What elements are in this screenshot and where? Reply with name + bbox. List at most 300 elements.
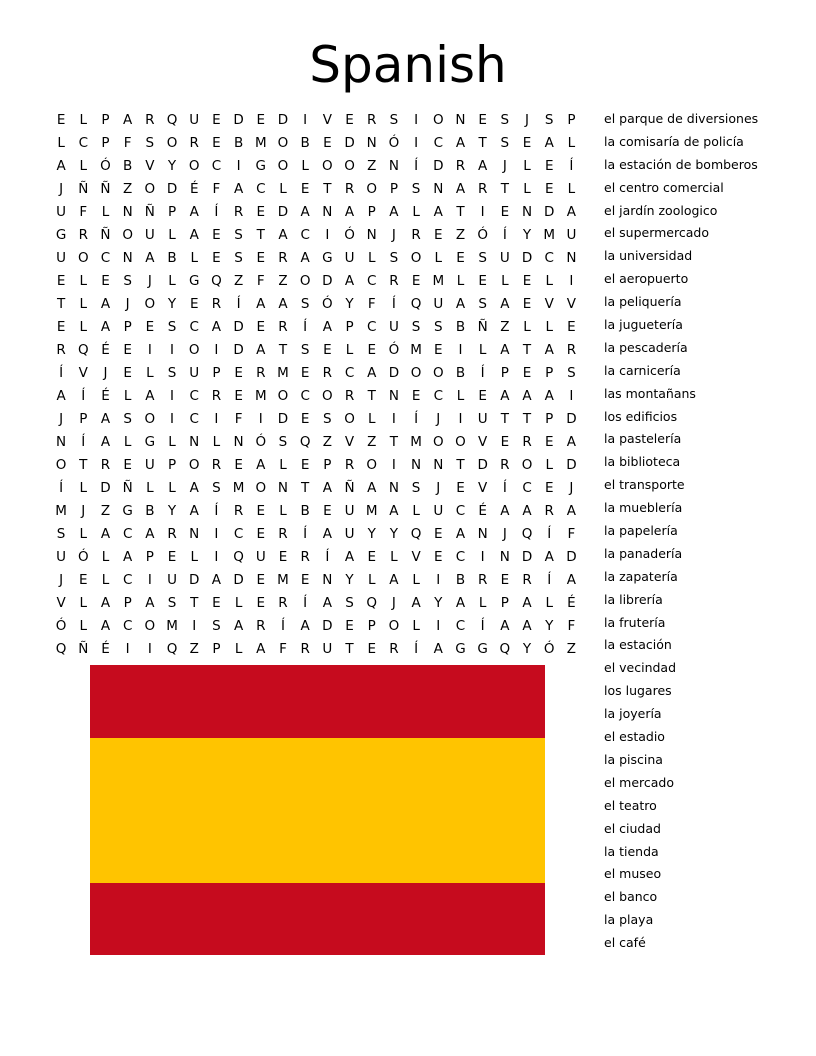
grid-cell: A [256, 641, 266, 657]
grid-cell: R [189, 135, 199, 151]
grid-cell: Í [414, 411, 419, 427]
grid-cell: R [389, 641, 399, 657]
grid-cell: E [56, 112, 66, 128]
grid-cell: L [101, 549, 110, 565]
grid-cell: T [278, 342, 288, 358]
grid-cell: D [233, 112, 244, 128]
grid-cell: E [544, 158, 554, 174]
grid-cell: A [145, 526, 155, 542]
grid-cell: B [300, 503, 310, 519]
grid-cell: O [322, 388, 333, 404]
grid-cell: T [456, 457, 465, 473]
word-list-item: la papelería [604, 523, 678, 539]
grid-cell: E [522, 296, 532, 312]
grid-cell: A [566, 434, 577, 450]
grid-cell: Ñ [78, 641, 89, 657]
grid-cell: Ó [477, 227, 488, 243]
grid-cell: E [500, 434, 510, 450]
grid-cell: L [79, 112, 88, 128]
grid-cell: L [390, 549, 398, 565]
grid-cell: A [145, 595, 155, 611]
grid-cell: E [212, 227, 221, 243]
grid-cell: I [214, 549, 219, 565]
grid-cell: C [189, 388, 199, 404]
grid-cell: E [434, 342, 443, 358]
grid-cell: A [433, 204, 443, 220]
grid-cell: R [455, 158, 466, 174]
grid-cell: S [234, 250, 243, 266]
grid-row [50, 132, 590, 155]
grid-cell: Í [502, 227, 507, 243]
grid-cell: Q [233, 549, 244, 565]
grid-cell: Í [569, 158, 574, 174]
grid-cell: L [79, 526, 88, 542]
grid-cell: T [500, 411, 509, 427]
grid-cell: P [500, 595, 509, 611]
grid-cell: M [543, 227, 556, 243]
word-list-item: las montañans [604, 385, 696, 401]
grid-row [50, 454, 590, 477]
grid-cell: U [144, 227, 155, 243]
grid-cell: C [344, 365, 355, 381]
grid-cell: I [458, 342, 463, 358]
grid-cell: G [255, 158, 267, 174]
grid-cell: A [433, 641, 443, 657]
grid-cell: T [478, 135, 487, 151]
grid-cell: O [277, 388, 289, 404]
grid-cell: A [455, 296, 466, 312]
grid-cell: A [123, 112, 133, 128]
grid-cell: A [566, 503, 577, 519]
grid-cell: F [567, 526, 576, 542]
grid-cell: I [192, 618, 197, 634]
grid-row [50, 178, 590, 201]
grid-row [50, 569, 590, 592]
grid-cell: G [144, 434, 156, 450]
grid-cell: A [500, 503, 510, 519]
grid-cell: D [566, 411, 577, 427]
grid-cell: A [278, 227, 288, 243]
grid-cell: P [545, 411, 554, 427]
grid-cell: S [411, 319, 421, 335]
grid-cell: A [211, 572, 222, 588]
grid-cell: E [478, 112, 487, 128]
grid-cell: D [233, 572, 244, 588]
grid-cell: N [322, 204, 333, 220]
grid-cell: L [523, 158, 531, 174]
grid-cell: A [256, 457, 266, 473]
grid-cell: R [256, 618, 266, 634]
grid-cell: B [145, 503, 155, 519]
grid-cell: U [322, 641, 333, 657]
grid-cell: S [323, 411, 332, 427]
grid-cell: Y [434, 595, 443, 611]
grid-cell: R [477, 572, 488, 588]
grid-cell: C [122, 526, 133, 542]
grid-cell: L [234, 641, 243, 657]
grid-cell: Í [391, 296, 396, 312]
grid-cell: A [455, 526, 466, 542]
grid-cell: V [145, 158, 155, 174]
grid-cell: S [123, 273, 132, 289]
grid-cell: O [277, 135, 289, 151]
grid-cell: R [500, 457, 510, 473]
grid-cell: Z [322, 434, 332, 450]
grid-cell: D [566, 457, 577, 473]
grid-cell: E [145, 319, 155, 335]
grid-cell: B [123, 158, 133, 174]
grid-cell: U [433, 503, 444, 519]
grid-cell: V [78, 365, 88, 381]
grid-cell: J [59, 411, 64, 427]
grid-cell: I [569, 388, 574, 404]
grid-cell: P [167, 204, 177, 220]
grid-cell: A [544, 342, 554, 358]
grid-cell: J [59, 181, 64, 197]
grid-cell: P [212, 365, 221, 381]
grid-cell: Ó [388, 135, 400, 151]
grid-cell: Í [480, 365, 485, 381]
grid-cell: P [323, 457, 332, 473]
grid-cell: A [322, 319, 332, 335]
grid-row [50, 385, 590, 408]
flag-stripe-middle [90, 738, 545, 883]
grid-cell: S [567, 365, 576, 381]
grid-cell: E [123, 365, 132, 381]
grid-cell: I [147, 342, 152, 358]
grid-cell: L [123, 388, 132, 404]
word-list-item: los lugares [604, 683, 672, 699]
grid-cell: T [389, 434, 399, 450]
grid-cell: R [300, 641, 310, 657]
grid-cell: L [79, 158, 88, 174]
grid-cell: E [212, 112, 221, 128]
grid-cell: O [366, 457, 378, 473]
grid-cell: U [344, 250, 355, 266]
grid-cell: F [123, 135, 132, 151]
grid-cell: E [456, 480, 465, 496]
grid-cell: I [258, 411, 263, 427]
grid-cell: Y [345, 572, 354, 588]
grid-cell: Q [55, 641, 67, 657]
grid-cell: E [256, 526, 266, 542]
grid-cell: Q [211, 273, 222, 289]
grid-cell: U [144, 457, 155, 473]
grid-cell: R [367, 112, 377, 128]
grid-cell: Ñ [477, 319, 488, 335]
grid-cell: Ñ [344, 480, 355, 496]
grid-cell: P [367, 618, 376, 634]
grid-cell: S [300, 342, 310, 358]
grid-cell: Í [59, 480, 64, 496]
grid-cell: Z [367, 158, 377, 174]
word-list-item: la joyería [604, 706, 662, 722]
grid-cell: T [367, 388, 376, 404]
grid-cell: A [566, 204, 577, 220]
grid-cell: S [478, 250, 487, 266]
grid-cell: C [233, 526, 244, 542]
word-list-item: el teatro [604, 797, 657, 813]
grid-cell: U [388, 319, 399, 335]
grid-cell: Y [367, 526, 376, 542]
grid-cell: Ó [255, 434, 267, 450]
grid-cell: L [101, 204, 110, 220]
grid-cell: D [189, 572, 200, 588]
grid-cell: P [367, 204, 376, 220]
grid-cell: E [278, 549, 288, 565]
grid-cell: S [145, 135, 155, 151]
grid-cell: R [278, 595, 288, 611]
grid-cell: D [277, 204, 289, 220]
grid-cell: R [544, 503, 554, 519]
grid-cell: A [500, 618, 510, 634]
grid-cell: P [123, 319, 132, 335]
grid-cell: R [278, 319, 288, 335]
grid-cell: V [478, 480, 488, 496]
grid-cell: A [344, 204, 355, 220]
grid-cell: C [433, 135, 443, 151]
word-list [604, 108, 814, 955]
grid-cell: S [300, 296, 310, 312]
word-list-item: el parque de diversiones [604, 111, 759, 126]
grid-row [50, 592, 590, 615]
grid-cell: A [344, 273, 355, 289]
grid-cell: E [101, 273, 110, 289]
grid-cell: J [147, 273, 152, 289]
grid-cell: L [478, 342, 487, 358]
word-list-item: el aeropuerto [604, 271, 689, 287]
grid-cell: E [411, 273, 421, 289]
grid-cell: D [388, 365, 400, 381]
grid-cell: S [234, 227, 243, 243]
grid-cell: O [122, 227, 133, 243]
grid-cell: A [522, 618, 532, 634]
word-list-item: la piscina [604, 751, 663, 767]
word-list-item: el centro comercial [604, 179, 724, 195]
grid-cell: A [189, 204, 199, 220]
grid-cell: O [166, 135, 178, 151]
word-list-item: el ciudad [604, 820, 661, 836]
grid-cell: D [277, 112, 289, 128]
grid-cell: U [167, 572, 177, 588]
word-list-item: la estación [604, 637, 672, 653]
grid-cell: Y [522, 227, 532, 243]
grid-cell: N [122, 204, 133, 220]
grid-cell: E [434, 227, 443, 243]
grid-cell: E [456, 250, 465, 266]
grid-cell: S [212, 618, 221, 634]
grid-cell: O [188, 342, 200, 358]
grid-cell: A [189, 480, 199, 496]
grid-cell: E [367, 342, 376, 358]
grid-cell: O [432, 365, 444, 381]
grid-cell: P [212, 641, 221, 657]
grid-cell: Í [280, 618, 285, 634]
grid-cell: R [233, 503, 244, 519]
grid-cell: N [499, 549, 510, 565]
grid-cell: Z [500, 319, 510, 335]
grid-cell: F [567, 618, 576, 634]
grid-cell: R [522, 572, 532, 588]
grid-cell: A [123, 549, 133, 565]
grid-cell: D [322, 273, 333, 289]
grid-cell: O [322, 158, 333, 174]
grid-cell: A [500, 296, 510, 312]
grid-cell: U [56, 549, 67, 565]
grid-cell: É [567, 595, 576, 611]
grid-cell: L [79, 618, 88, 634]
grid-cell: L [434, 250, 443, 266]
grid-cell: S [411, 480, 421, 496]
grid-cell: Í [81, 388, 86, 404]
grid-cell: M [232, 480, 245, 496]
grid-cell: D [521, 549, 533, 565]
grid-cell: E [434, 549, 443, 565]
grid-row [50, 408, 590, 431]
grid-cell: E [234, 365, 243, 381]
grid-cell: Í [81, 434, 86, 450]
grid-cell: U [477, 411, 488, 427]
grid-cell: D [544, 204, 555, 220]
grid-row [50, 247, 590, 270]
grid-cell: V [344, 434, 355, 450]
grid-cell: É [101, 342, 110, 358]
grid-cell: Ñ [100, 181, 111, 197]
grid-cell: T [456, 204, 465, 220]
grid-cell: Ñ [144, 204, 155, 220]
grid-cell: O [188, 158, 200, 174]
grid-cell: A [455, 181, 466, 197]
grid-cell: N [433, 181, 444, 197]
grid-cell: L [279, 457, 287, 473]
grid-cell: A [100, 595, 111, 611]
grid-cell: R [145, 112, 155, 128]
grid-cell: S [56, 526, 66, 542]
grid-cell: V [56, 595, 66, 611]
grid-cell: A [300, 250, 310, 266]
grid-cell: T [522, 342, 532, 358]
grid-cell: F [279, 641, 287, 657]
grid-cell: O [432, 434, 444, 450]
grid-row [50, 523, 590, 546]
word-list-item: el museo [604, 866, 662, 882]
grid-row [50, 155, 590, 178]
grid-cell: Ó [322, 296, 333, 312]
grid-cell: Q [77, 342, 89, 358]
grid-cell: C [100, 250, 111, 266]
grid-cell: P [567, 112, 576, 128]
grid-cell: L [79, 480, 88, 496]
grid-cell: U [189, 112, 200, 128]
grid-cell: L [79, 296, 88, 312]
grid-cell: E [367, 549, 376, 565]
grid-cell: E [123, 342, 132, 358]
grid-cell: F [367, 296, 376, 312]
grid-cell: L [412, 503, 420, 519]
grid-cell: C [455, 549, 466, 565]
grid-cell: S [123, 411, 132, 427]
grid-row [50, 316, 590, 339]
grid-cell: Y [389, 526, 399, 542]
grid-cell: S [433, 319, 443, 335]
grid-cell: Ó [543, 641, 555, 657]
grid-cell: A [367, 480, 377, 496]
grid-cell: Y [167, 503, 177, 519]
grid-cell: I [391, 411, 396, 427]
grid-cell: N [455, 112, 466, 128]
grid-cell: A [367, 365, 377, 381]
word-list-item: la pescadería [604, 339, 688, 355]
grid-cell: N [56, 434, 67, 450]
grid-cell: Q [410, 526, 422, 542]
grid-cell: B [300, 135, 310, 151]
grid-cell: R [233, 204, 244, 220]
grid-cell: R [477, 181, 488, 197]
grid-cell: Y [167, 158, 177, 174]
grid-cell: A [100, 526, 111, 542]
word-list-item: la playa [604, 912, 654, 928]
grid-cell: R [322, 365, 333, 381]
grid-cell: E [522, 365, 532, 381]
grid-cell: Í [303, 595, 308, 611]
grid-cell: L [456, 273, 465, 289]
grid-cell: P [345, 319, 354, 335]
grid-cell: É [189, 181, 199, 197]
grid-row [50, 615, 590, 638]
grid-cell: O [432, 112, 444, 128]
grid-cell: A [455, 135, 466, 151]
word-list-item: el transporte [604, 477, 685, 493]
grid-cell: I [480, 204, 485, 220]
grid-cell: A [344, 549, 355, 565]
grid-cell: V [544, 296, 554, 312]
word-list-item: la estación de bomberos [604, 156, 758, 172]
grid-cell: Z [455, 227, 466, 243]
grid-cell: E [345, 618, 354, 634]
grid-cell: Ó [388, 342, 400, 358]
grid-cell: C [211, 158, 222, 174]
grid-cell: O [144, 296, 156, 312]
grid-cell: R [389, 273, 399, 289]
grid-cell: O [55, 457, 67, 473]
grid-cell: I [170, 411, 175, 427]
grid-cell: I [214, 411, 219, 427]
grid-cell: S [212, 480, 221, 496]
grid-cell: A [544, 388, 554, 404]
grid-cell: S [411, 181, 421, 197]
grid-cell: U [255, 549, 266, 565]
grid-cell: E [189, 296, 199, 312]
grid-cell: L [279, 503, 287, 519]
grid-cell: V [478, 434, 488, 450]
grid-cell: T [190, 595, 199, 611]
grid-cell: L [523, 181, 531, 197]
grid-cell: O [144, 181, 156, 197]
grid-cell: D [433, 158, 444, 174]
grid-cell: Y [545, 618, 554, 634]
word-list-item: la tienda [604, 843, 659, 859]
grid-cell: A [100, 411, 111, 427]
grid-cell: E [300, 365, 310, 381]
grid-cell: A [56, 388, 66, 404]
grid-cell: O [410, 250, 422, 266]
grid-cell: D [477, 457, 488, 473]
grid-cell: D [233, 319, 244, 335]
grid-cell: L [168, 434, 176, 450]
grid-cell: T [256, 227, 265, 243]
grid-cell: D [166, 181, 178, 197]
grid-cell: S [478, 296, 487, 312]
